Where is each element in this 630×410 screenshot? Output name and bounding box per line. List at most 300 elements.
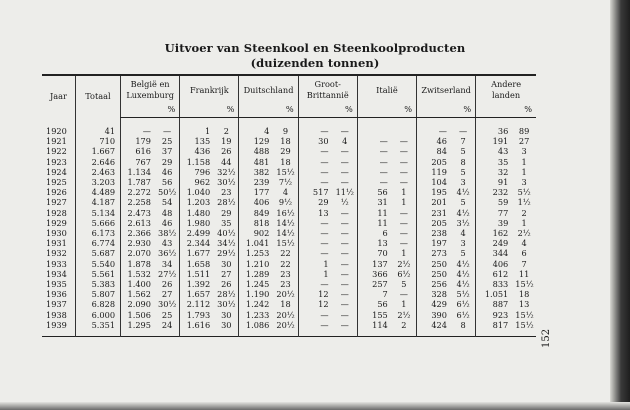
- table-row: [42, 320, 536, 337]
- row-value: 1.040: [180, 187, 214, 197]
- table-row: [42, 187, 536, 197]
- row-value: 767: [121, 157, 155, 167]
- row-value: 1.787: [121, 177, 155, 187]
- row-percent: 11: [518, 268, 530, 279]
- row-value: —: [357, 167, 391, 177]
- row-percent: 22: [280, 258, 291, 269]
- row-value: 887: [476, 299, 513, 309]
- row-percent: 30: [221, 309, 232, 320]
- row-year: 1930: [46, 228, 67, 239]
- export-table: [42, 74, 536, 337]
- row-value: 1.793: [180, 310, 214, 320]
- row-value: 1.616: [180, 320, 214, 337]
- row-percent: 26: [221, 279, 232, 290]
- row-percent: 11½: [335, 187, 354, 198]
- percent-label: %: [512, 104, 536, 118]
- row-value: 13: [298, 208, 332, 218]
- row-value: 6: [357, 228, 391, 238]
- row-total: 2.646: [75, 157, 120, 167]
- row-value: 1.532: [121, 269, 155, 279]
- row-year: 1920: [46, 125, 67, 136]
- row-total: 3.203: [75, 177, 120, 187]
- row-percent: 9½: [278, 197, 293, 208]
- row-percent: 2: [521, 207, 527, 218]
- row-total: 4.489: [75, 187, 120, 197]
- row-year: 1936: [46, 289, 67, 300]
- row-total: 5.540: [75, 259, 120, 269]
- row-value: 1: [298, 259, 332, 269]
- row-value: 231: [417, 208, 451, 218]
- row-percent: 1½: [517, 197, 531, 208]
- row-percent: 5: [401, 279, 407, 290]
- row-percent: 5½: [456, 289, 470, 300]
- row-value: 35: [476, 157, 513, 167]
- row-percent: 14½: [276, 217, 295, 228]
- row-percent: 2½: [517, 228, 531, 239]
- row-percent: 2½: [397, 309, 411, 320]
- row-year: 1929: [46, 217, 67, 228]
- row-percent: —: [399, 177, 408, 188]
- table-row: [42, 269, 536, 279]
- row-total: 5.351: [75, 320, 120, 337]
- row-value: 1.980: [180, 218, 214, 228]
- row-value: 56: [357, 187, 391, 197]
- table-row: [42, 228, 536, 238]
- row-year: 1927: [46, 197, 67, 208]
- row-percent: 20½: [276, 319, 295, 330]
- row-value: 257: [357, 279, 391, 289]
- row-percent: 6½: [456, 309, 470, 320]
- row-value: 2.473: [121, 208, 155, 218]
- row-percent: 13: [518, 299, 530, 310]
- row-value: 195: [417, 187, 451, 197]
- row-percent: 24: [161, 319, 173, 330]
- row-value: 2.258: [121, 197, 155, 207]
- row-percent: —: [340, 279, 349, 290]
- row-total: 5.134: [75, 208, 120, 218]
- row-percent: —: [340, 177, 349, 188]
- row-value: —: [298, 167, 332, 177]
- row-percent: 3: [521, 177, 527, 188]
- row-percent: 44: [221, 156, 232, 167]
- row-year: 1938: [46, 309, 67, 320]
- row-percent: —: [399, 238, 408, 249]
- row-percent: 23: [280, 279, 291, 290]
- row-year: 1939: [46, 319, 67, 330]
- row-value: 36: [476, 118, 513, 137]
- row-percent: —: [399, 217, 408, 228]
- row-value: 256: [417, 279, 451, 289]
- row-percent: 1: [401, 197, 407, 208]
- row-value: 366: [357, 269, 391, 279]
- row-value: 250: [417, 269, 451, 279]
- row-value: 1: [298, 269, 332, 279]
- row-value: 177: [239, 187, 273, 197]
- row-percent: —: [340, 207, 349, 218]
- row-value: 77: [476, 208, 513, 218]
- row-percent: 7: [460, 136, 466, 147]
- row-percent: —: [399, 156, 408, 167]
- row-value: 13: [357, 238, 391, 248]
- row-value: 155: [357, 310, 391, 320]
- row-percent: 30½: [217, 177, 236, 188]
- row-percent: 18: [280, 136, 291, 147]
- row-value: 382: [239, 167, 273, 177]
- row-value: 2.112: [180, 299, 214, 309]
- row-percent: —: [340, 156, 349, 167]
- header-groot-brittannie: Groot-Brittannië: [298, 75, 357, 104]
- row-value: 436: [180, 146, 214, 156]
- row-value: 273: [417, 248, 451, 258]
- row-value: 1.210: [239, 259, 273, 269]
- row-percent: 29: [161, 156, 173, 167]
- row-value: 2.090: [121, 299, 155, 309]
- row-value: 849: [239, 208, 273, 218]
- row-percent: 29½: [217, 248, 236, 259]
- percent-label: %: [333, 104, 358, 118]
- table-body: [42, 118, 536, 337]
- header-frankrijk: Frankrijk: [180, 75, 239, 104]
- row-value: 2.930: [121, 238, 155, 248]
- row-percent: —: [340, 126, 349, 136]
- row-percent: 89: [518, 126, 530, 136]
- row-percent: 7: [521, 258, 527, 269]
- row-value: 31: [357, 197, 391, 207]
- row-value: —: [121, 118, 155, 137]
- row-value: —: [298, 238, 332, 248]
- row-percent: —: [340, 166, 349, 177]
- row-percent: 30½: [157, 299, 177, 310]
- row-value: —: [298, 320, 332, 337]
- row-value: 1.506: [121, 310, 155, 320]
- row-percent: 46: [161, 166, 173, 177]
- row-percent: 4½: [456, 279, 470, 290]
- header-andere-landen: Andere landen: [476, 75, 536, 104]
- row-percent: 6½: [456, 299, 470, 310]
- row-percent: —: [340, 238, 349, 249]
- header-belgie-luxemburg: België en Luxemburg: [121, 75, 180, 104]
- row-percent: 4½: [456, 258, 470, 269]
- header-total: Totaal: [75, 75, 120, 118]
- row-percent: 15½: [515, 319, 534, 330]
- row-value: 390: [417, 310, 451, 320]
- row-total: 6.000: [75, 310, 120, 320]
- row-percent: 1: [401, 187, 407, 198]
- row-percent: 4½: [456, 268, 470, 279]
- row-value: 179: [121, 136, 155, 146]
- row-year: 1933: [46, 258, 67, 269]
- row-percent: 48: [161, 207, 173, 218]
- row-percent: —: [340, 248, 349, 259]
- row-value: 1.511: [180, 269, 214, 279]
- row-value: 232: [476, 187, 513, 197]
- row-value: 205: [417, 157, 451, 167]
- row-value: 30: [298, 136, 332, 146]
- row-percent: 56: [161, 177, 173, 188]
- row-percent: 46: [161, 217, 173, 228]
- row-value: 2.499: [180, 228, 214, 238]
- row-value: 1.041: [239, 238, 273, 248]
- row-value: 2.070: [121, 248, 155, 258]
- row-total: 6.828: [75, 299, 120, 309]
- row-value: 1.134: [121, 167, 155, 177]
- row-percent: 4½: [456, 187, 470, 198]
- row-value: 29: [298, 197, 332, 207]
- table-row: [42, 167, 536, 177]
- row-value: 114: [357, 320, 391, 337]
- row-value: 406: [239, 197, 273, 207]
- table-row: [42, 118, 536, 137]
- row-year: 1928: [46, 207, 67, 218]
- row-value: 616: [121, 146, 155, 156]
- row-percent: 27: [518, 136, 530, 147]
- row-percent: —: [340, 217, 349, 228]
- row-percent: [392, 118, 417, 137]
- row-value: 817: [476, 320, 513, 337]
- row-percent: 30: [221, 258, 232, 269]
- row-percent: 29: [221, 207, 232, 218]
- row-value: 1.242: [239, 299, 273, 309]
- percent-label: %: [451, 104, 476, 118]
- row-value: 70: [357, 248, 391, 258]
- row-value: 1.878: [121, 259, 155, 269]
- row-value: 2.366: [121, 228, 155, 238]
- row-value: —: [298, 228, 332, 238]
- row-value: —: [298, 310, 332, 320]
- row-percent: 5: [460, 166, 466, 177]
- row-percent: 54: [161, 197, 173, 208]
- row-percent: 27: [161, 289, 173, 300]
- table-row: [42, 136, 536, 146]
- row-percent: 4: [460, 228, 466, 239]
- row-value: 46: [417, 136, 451, 146]
- row-value: 43: [476, 146, 513, 156]
- row-percent: —: [340, 146, 349, 157]
- row-percent: —: [399, 146, 408, 157]
- row-percent: 15½: [276, 238, 295, 249]
- row-total: 6.173: [75, 228, 120, 238]
- row-percent: 4½: [456, 207, 470, 218]
- row-year: 1925: [46, 177, 67, 188]
- row-percent: 5: [460, 146, 466, 157]
- table-row: [42, 177, 536, 187]
- row-percent: 8: [460, 319, 466, 330]
- row-total: 710: [75, 136, 120, 146]
- row-value: 201: [417, 197, 451, 207]
- row-value: 12: [298, 289, 332, 299]
- row-percent: 2: [401, 319, 407, 330]
- percent-label: %: [392, 104, 417, 118]
- table-row: [42, 248, 536, 258]
- row-value: 1.086: [239, 320, 273, 337]
- row-percent: 15½: [276, 166, 295, 177]
- row-percent: 22: [280, 248, 291, 259]
- row-percent: 18: [518, 289, 530, 300]
- row-value: 424: [417, 320, 451, 337]
- row-percent: 8: [460, 156, 466, 167]
- row-value: 1.203: [180, 197, 214, 207]
- table-row: [42, 279, 536, 289]
- row-value: 239: [239, 177, 273, 187]
- row-value: 191: [476, 136, 513, 146]
- row-value: 39: [476, 218, 513, 228]
- row-year: 1931: [46, 238, 67, 249]
- row-value: —: [357, 146, 391, 156]
- row-value: —: [357, 157, 391, 167]
- row-percent: 19: [221, 136, 232, 147]
- row-value: 796: [180, 167, 214, 177]
- row-percent: 1: [401, 299, 407, 310]
- row-value: —: [298, 157, 332, 167]
- row-percent: 1: [521, 156, 527, 167]
- row-percent: 28½: [217, 289, 236, 300]
- page-edge-shadow: [0, 402, 630, 410]
- row-value: 104: [417, 177, 451, 187]
- book-spine-shadow: [610, 0, 630, 410]
- row-percent: 20½: [276, 309, 295, 320]
- row-percent: 18: [280, 299, 291, 310]
- row-percent: 3: [460, 238, 466, 249]
- row-value: —: [298, 177, 332, 187]
- percent-label: %: [214, 104, 239, 118]
- row-percent: 26: [221, 146, 232, 157]
- header-row: [42, 75, 536, 104]
- row-value: 129: [239, 136, 273, 146]
- row-value: 488: [239, 146, 273, 156]
- row-percent: 34: [161, 258, 173, 269]
- row-value: 328: [417, 289, 451, 299]
- row-total: 4.187: [75, 197, 120, 207]
- row-percent: 3: [460, 177, 466, 188]
- header-zwitserland: Zwitserland: [417, 75, 476, 104]
- row-percent: 6½: [397, 268, 411, 279]
- row-value: 1.657: [180, 289, 214, 299]
- table-row: [42, 157, 536, 167]
- row-value: —: [357, 136, 391, 146]
- row-total: 5.383: [75, 279, 120, 289]
- row-value: 119: [417, 167, 451, 177]
- row-percent: —: [340, 228, 349, 239]
- row-value: 2.272: [121, 187, 155, 197]
- row-value: 32: [476, 167, 513, 177]
- row-percent: 14½: [276, 228, 295, 239]
- row-value: 2.344: [180, 238, 214, 248]
- row-percent: 23: [280, 268, 291, 279]
- row-percent: 25: [161, 309, 173, 320]
- row-percent: 25: [161, 136, 173, 147]
- row-value: 1.051: [476, 289, 513, 299]
- row-total: 6.774: [75, 238, 120, 248]
- row-value: 84: [417, 146, 451, 156]
- row-value: 962: [180, 177, 214, 187]
- row-value: 818: [239, 218, 273, 228]
- row-percent: 43: [161, 238, 173, 249]
- percent-label: %: [155, 104, 180, 118]
- row-value: 1.253: [239, 248, 273, 258]
- row-percent: —: [340, 289, 349, 300]
- table-row: [42, 310, 536, 320]
- header-duitschland: Duitschland: [239, 75, 298, 104]
- row-percent: 27½: [157, 268, 177, 279]
- row-value: 517: [298, 187, 332, 197]
- page-title: Uitvoer van Steenkool en Steenkoolproducten: [164, 41, 466, 55]
- row-year: 1937: [46, 299, 67, 310]
- row-value: 56: [357, 299, 391, 309]
- row-value: 429: [417, 299, 451, 309]
- row-year: 1935: [46, 279, 67, 290]
- row-total: 1.667: [75, 146, 120, 156]
- row-percent: 15½: [515, 309, 534, 320]
- row-value: 12: [298, 299, 332, 309]
- row-value: 923: [476, 310, 513, 320]
- row-value: 4: [239, 118, 273, 137]
- row-percent: —: [163, 126, 172, 136]
- row-percent: —: [340, 299, 349, 310]
- row-percent: 18: [280, 156, 291, 167]
- row-value: 162: [476, 228, 513, 238]
- table-row: [42, 299, 536, 309]
- row-percent: 5½: [517, 187, 531, 198]
- row-percent: —: [399, 136, 408, 147]
- row-value: —: [298, 218, 332, 228]
- row-value: 344: [476, 248, 513, 258]
- row-value: 11: [357, 208, 391, 218]
- row-value: 238: [417, 228, 451, 238]
- row-value: 1.190: [239, 289, 273, 299]
- row-percent: 37: [161, 146, 173, 157]
- row-percent: 1: [401, 248, 407, 259]
- percent-label: %: [273, 104, 298, 118]
- row-value: 7: [357, 289, 391, 299]
- row-value: 1.289: [239, 269, 273, 279]
- row-percent: —: [399, 228, 408, 239]
- row-percent: 4: [521, 238, 527, 249]
- row-year: 1922: [46, 146, 67, 157]
- row-value: 91: [476, 177, 513, 187]
- row-total: 5.687: [75, 248, 120, 258]
- row-value: 902: [239, 228, 273, 238]
- table-row: [42, 146, 536, 156]
- row-percent: 16½: [276, 207, 295, 218]
- row-value: 1.562: [121, 289, 155, 299]
- page-number: 152: [541, 328, 552, 348]
- row-percent: 34½: [217, 238, 236, 249]
- row-percent: 15½: [515, 279, 534, 290]
- row-percent: 28½: [217, 197, 236, 208]
- row-year: 1924: [46, 166, 67, 177]
- row-value: —: [298, 248, 332, 258]
- row-value: 135: [180, 136, 214, 146]
- row-percent: 38½: [157, 228, 177, 239]
- row-percent: 30½: [217, 299, 236, 310]
- row-value: 1.400: [121, 279, 155, 289]
- row-value: —: [298, 279, 332, 289]
- row-percent: 3: [521, 146, 527, 157]
- table-row: [42, 238, 536, 248]
- row-percent: 3½: [456, 217, 470, 228]
- table-row: [42, 197, 536, 207]
- row-value: 481: [239, 157, 273, 167]
- row-percent: 4: [282, 187, 289, 198]
- row-percent: 40½: [217, 228, 236, 239]
- row-value: 197: [417, 238, 451, 248]
- row-percent: —: [340, 309, 349, 320]
- row-percent: —: [399, 166, 408, 177]
- row-year: 1932: [46, 248, 67, 259]
- row-value: 205: [417, 218, 451, 228]
- table-row: [42, 289, 536, 299]
- page-subtitle: (duizenden tonnen): [250, 56, 380, 70]
